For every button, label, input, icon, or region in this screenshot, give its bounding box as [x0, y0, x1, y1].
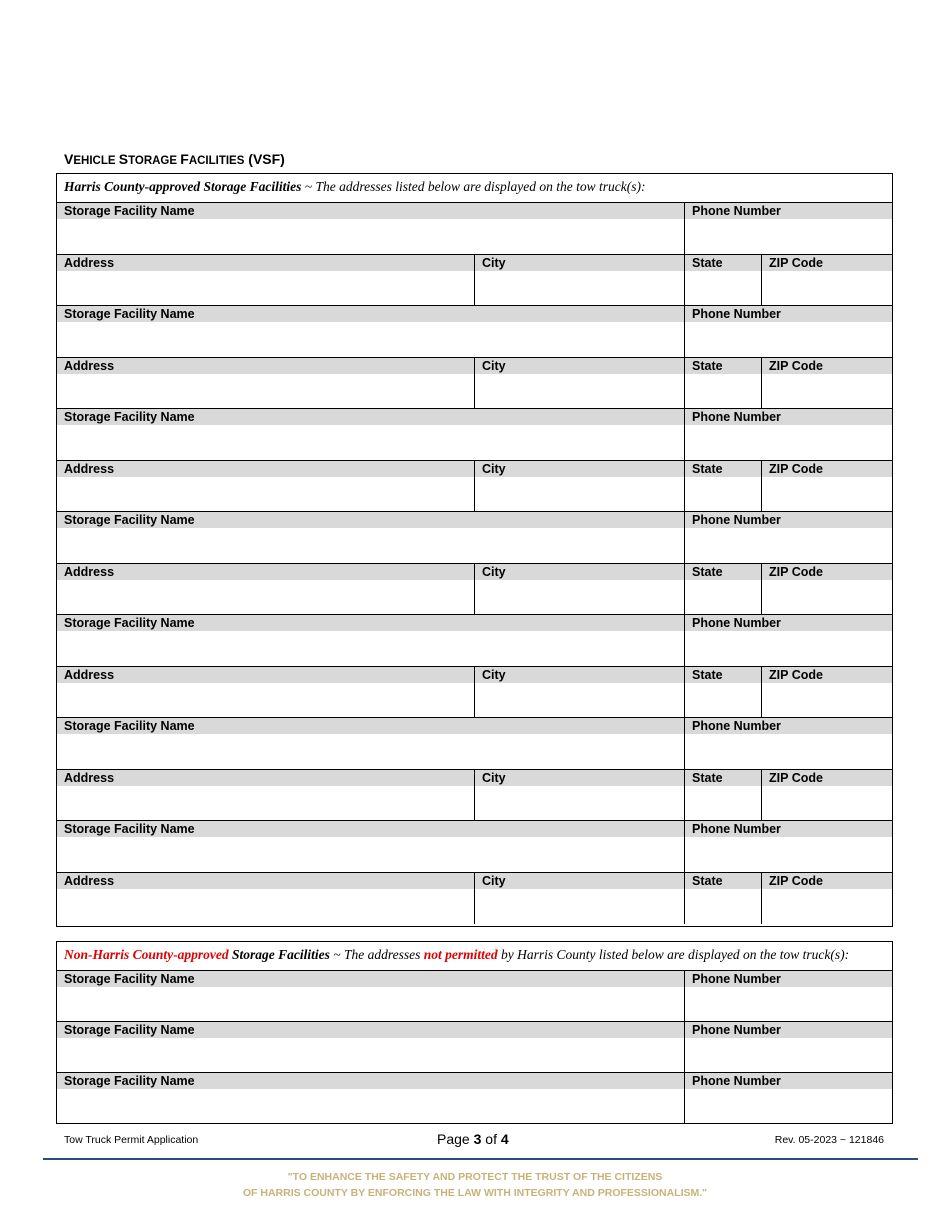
address-label: Address: [57, 667, 474, 683]
city-label: City: [475, 873, 684, 889]
city-field[interactable]: [475, 271, 684, 305]
footer-form-title: Tow Truck Permit Application: [64, 1134, 199, 1146]
city-label: City: [475, 564, 684, 580]
revision-label: Rev. 05-2023 ~ 121846: [774, 1134, 884, 1146]
storage-facility-name-cell: [57, 1073, 685, 1123]
storage-facility-name-cell: [57, 718, 685, 769]
phone-number-field[interactable]: [685, 322, 892, 356]
storage-facility-name-cell: [57, 306, 685, 357]
city-field[interactable]: [475, 786, 684, 820]
facility-name-row: [57, 615, 892, 667]
zip-code-cell: [762, 770, 892, 821]
storage-facility-name-field[interactable]: [57, 1038, 684, 1072]
state-label: State: [685, 255, 761, 271]
city-cell: [475, 461, 685, 512]
city-label: City: [475, 667, 684, 683]
storage-facility-name-label: Storage Facility Name: [57, 1022, 684, 1038]
phone-number-label: Phone Number: [685, 971, 892, 987]
storage-facility-name-field[interactable]: [57, 734, 684, 768]
storage-facility-name-label: Storage Facility Name: [57, 971, 684, 987]
section-title: VEHICLE STORAGE FACILITIES (VSF): [64, 151, 285, 167]
storage-facility-name-field[interactable]: [57, 528, 684, 562]
phone-number-cell: [685, 718, 892, 769]
address-label: Address: [57, 461, 474, 477]
phone-number-cell: [685, 409, 892, 460]
zip-code-cell: [762, 461, 892, 512]
facility-address-row: [57, 358, 892, 410]
storage-facility-name-cell: [57, 1022, 685, 1072]
facility-name-row: [57, 718, 892, 770]
state-cell: [685, 461, 762, 512]
address-field[interactable]: [57, 477, 474, 511]
state-label: State: [685, 873, 761, 889]
address-cell: [57, 770, 475, 821]
phone-number-label: Phone Number: [685, 512, 892, 528]
storage-facility-name-field[interactable]: [57, 322, 684, 356]
facility-address-row: [57, 461, 892, 513]
zip-code-cell: [762, 564, 892, 615]
storage-facility-name-cell: [57, 512, 685, 563]
state-cell: [685, 873, 762, 925]
state-label: State: [685, 667, 761, 683]
city-cell: [475, 358, 685, 409]
phone-number-cell: [685, 1073, 892, 1123]
storage-facility-name-label: Storage Facility Name: [57, 409, 684, 425]
motto-line-1: "TO ENHANCE THE SAFETY AND PROTECT THE TRUST OF THE CITIZENS: [287, 1171, 663, 1183]
address-cell: [57, 255, 475, 306]
page-number: Page 3 of 4: [437, 1131, 509, 1147]
storage-facility-name-label: Storage Facility Name: [57, 1073, 684, 1089]
facility-name-row: [57, 203, 892, 255]
phone-number-label: Phone Number: [685, 1073, 892, 1089]
phone-number-field[interactable]: [685, 219, 892, 253]
state-cell: [685, 255, 762, 306]
state-label: State: [685, 358, 761, 374]
city-field[interactable]: [475, 580, 684, 614]
facility-name-row: [57, 512, 892, 564]
facility-address-row: [57, 770, 892, 822]
facility-address-row: [57, 255, 892, 307]
zip-code-cell: [762, 667, 892, 718]
address-label: Address: [57, 255, 474, 271]
address-field[interactable]: [57, 271, 474, 305]
address-field[interactable]: [57, 683, 474, 717]
zip-code-field[interactable]: [762, 683, 892, 717]
state-cell: [685, 564, 762, 615]
address-field[interactable]: [57, 786, 474, 820]
phone-number-label: Phone Number: [685, 615, 892, 631]
phone-number-cell: [685, 512, 892, 563]
zip-code-field[interactable]: [762, 477, 892, 511]
phone-number-field[interactable]: [685, 1038, 892, 1072]
phone-number-label: Phone Number: [685, 718, 892, 734]
motto-line-2: OF HARRIS COUNTY BY ENFORCING THE LAW WITH INTEGRITY AND PROFESSIONALISM.": [242, 1187, 708, 1199]
zip-code-label: ZIP Code: [762, 770, 892, 786]
storage-facility-name-field[interactable]: [57, 837, 684, 871]
storage-facility-name-cell: [57, 203, 685, 254]
city-label: City: [475, 461, 684, 477]
state-label: State: [685, 770, 761, 786]
state-cell: [685, 358, 762, 409]
zip-code-field[interactable]: [762, 580, 892, 614]
city-field[interactable]: [475, 889, 684, 923]
address-label: Address: [57, 358, 474, 374]
storage-facility-name-cell: [57, 971, 685, 1021]
state-field[interactable]: [685, 683, 761, 717]
city-field[interactable]: [475, 374, 684, 408]
address-field[interactable]: [57, 580, 474, 614]
facility-name-row: [57, 821, 892, 873]
state-label: State: [685, 564, 761, 580]
state-field[interactable]: [685, 374, 761, 408]
motto: [0, 1169, 950, 1201]
zip-code-field[interactable]: [762, 786, 892, 820]
city-field[interactable]: [475, 683, 684, 717]
facility-address-row: [57, 667, 892, 719]
storage-facility-name-label: Storage Facility Name: [57, 718, 684, 734]
phone-number-label: Phone Number: [685, 821, 892, 837]
city-cell: [475, 564, 685, 615]
address-cell: [57, 461, 475, 512]
storage-facility-name-cell: [57, 409, 685, 460]
phone-number-label: Phone Number: [685, 306, 892, 322]
footer-divider: [43, 1158, 918, 1160]
approved-facilities-heading: Harris County-approved Storage Facilities ~ The addresses listed below are displayed on the tow truck(s):: [57, 174, 892, 203]
non-approved-facility-row: [57, 971, 892, 1022]
phone-number-cell: [685, 306, 892, 357]
phone-number-field[interactable]: [685, 837, 892, 871]
state-cell: [685, 667, 762, 718]
storage-facility-name-label: Storage Facility Name: [57, 821, 684, 837]
address-cell: [57, 564, 475, 615]
facility-address-row: [57, 873, 892, 925]
state-field[interactable]: [685, 786, 761, 820]
city-label: City: [475, 770, 684, 786]
phone-number-field[interactable]: [685, 425, 892, 459]
zip-code-label: ZIP Code: [762, 564, 892, 580]
address-label: Address: [57, 873, 474, 889]
address-cell: [57, 873, 475, 925]
address-field[interactable]: [57, 374, 474, 408]
phone-number-cell: [685, 1022, 892, 1072]
storage-facility-name-field[interactable]: [57, 425, 684, 459]
storage-facility-name-field[interactable]: [57, 631, 684, 665]
zip-code-label: ZIP Code: [762, 461, 892, 477]
facility-name-row: [57, 306, 892, 358]
facility-name-row: [57, 409, 892, 461]
zip-code-label: ZIP Code: [762, 255, 892, 271]
storage-facility-name-cell: [57, 821, 685, 872]
zip-code-cell: [762, 255, 892, 306]
zip-code-cell: [762, 358, 892, 409]
storage-facility-name-field[interactable]: [57, 219, 684, 253]
address-label: Address: [57, 564, 474, 580]
address-cell: [57, 667, 475, 718]
facility-address-row: [57, 564, 892, 616]
phone-number-field[interactable]: [685, 528, 892, 562]
address-label: Address: [57, 770, 474, 786]
state-field[interactable]: [685, 271, 761, 305]
state-cell: [685, 770, 762, 821]
city-cell: [475, 873, 685, 925]
approved-facilities-table: [56, 173, 893, 927]
phone-number-cell: [685, 821, 892, 872]
zip-code-field[interactable]: [762, 374, 892, 408]
phone-number-cell: [685, 203, 892, 254]
city-cell: [475, 770, 685, 821]
zip-code-label: ZIP Code: [762, 667, 892, 683]
phone-number-label: Phone Number: [685, 409, 892, 425]
address-field[interactable]: [57, 889, 474, 923]
city-cell: [475, 667, 685, 718]
storage-facility-name-label: Storage Facility Name: [57, 512, 684, 528]
zip-code-label: ZIP Code: [762, 873, 892, 889]
phone-number-field[interactable]: [685, 631, 892, 665]
city-cell: [475, 255, 685, 306]
phone-number-label: Phone Number: [685, 203, 892, 219]
storage-facility-name-label: Storage Facility Name: [57, 615, 684, 631]
storage-facility-name-cell: [57, 615, 685, 666]
state-field[interactable]: [685, 889, 761, 923]
phone-number-field[interactable]: [685, 734, 892, 768]
address-cell: [57, 358, 475, 409]
state-field[interactable]: [685, 477, 761, 511]
storage-facility-name-field[interactable]: [57, 987, 684, 1021]
phone-number-field[interactable]: [685, 1089, 892, 1123]
city-label: City: [475, 358, 684, 374]
zip-code-label: ZIP Code: [762, 358, 892, 374]
non-approved-facility-row: [57, 1022, 892, 1073]
non-approved-facility-row: [57, 1073, 892, 1123]
phone-number-field[interactable]: [685, 987, 892, 1021]
non-approved-facilities-table: [56, 941, 893, 1124]
city-label: City: [475, 255, 684, 271]
state-field[interactable]: [685, 580, 761, 614]
zip-code-cell: [762, 873, 892, 925]
zip-code-field[interactable]: [762, 889, 892, 923]
storage-facility-name-label: Storage Facility Name: [57, 306, 684, 322]
storage-facility-name-label: Storage Facility Name: [57, 203, 684, 219]
storage-facility-name-field[interactable]: [57, 1089, 684, 1123]
zip-code-field[interactable]: [762, 271, 892, 305]
city-field[interactable]: [475, 477, 684, 511]
phone-number-cell: [685, 971, 892, 1021]
non-approved-facilities-heading: Non-Harris County-approved Storage Facilities ~ The addresses not permitted by Harris County listed below are displayed on the tow truck(s):: [57, 942, 892, 971]
phone-number-label: Phone Number: [685, 1022, 892, 1038]
phone-number-cell: [685, 615, 892, 666]
state-label: State: [685, 461, 761, 477]
